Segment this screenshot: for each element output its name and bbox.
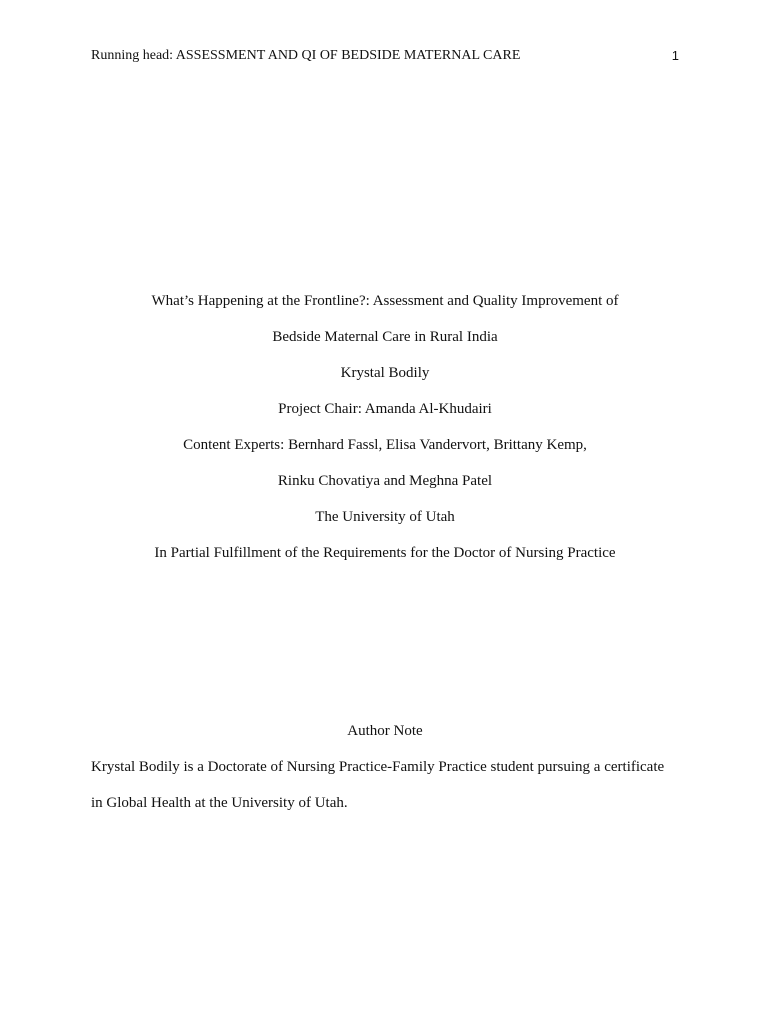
running-head: Running head: ASSESSMENT AND QI OF BEDSIDE MATERNAL CARE bbox=[91, 48, 521, 63]
page-header bbox=[91, 46, 679, 66]
institution: The University of Utah bbox=[315, 509, 455, 525]
project-chair: Project Chair: Amanda Al-Khudairi bbox=[278, 401, 492, 417]
title-line-1: What’s Happening at the Frontline?: Assessment and Quality Improvement of bbox=[151, 293, 619, 309]
title-line-2: Bedside Maternal Care in Rural India bbox=[272, 329, 498, 345]
author-note-heading: Author Note bbox=[347, 723, 423, 739]
title-block bbox=[91, 290, 679, 578]
fulfillment-statement: In Partial Fulfillment of the Requirements for the Doctor of Nursing Practice bbox=[154, 545, 616, 561]
author-note-line-1: Krystal Bodily is a Doctorate of Nursing Practice-Family Practice student pursuing a certificate bbox=[91, 759, 665, 775]
author-note-line-2: in Global Health at the University of Utah. bbox=[91, 795, 348, 811]
author-name: Krystal Bodily bbox=[340, 365, 430, 381]
page-number: 1 bbox=[671, 48, 679, 63]
content-experts-line-2: Rinku Chovatiya and Meghna Patel bbox=[277, 473, 493, 489]
content-experts-line-1: Content Experts: Bernhard Fassl, Elisa Vandervort, Brittany Kemp, bbox=[183, 437, 587, 453]
author-note bbox=[91, 720, 679, 828]
